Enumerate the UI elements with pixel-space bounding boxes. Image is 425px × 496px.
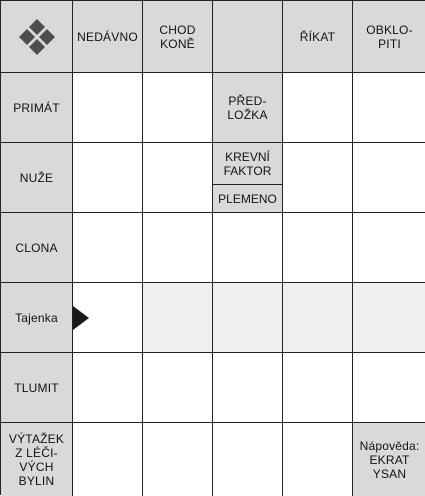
row-clue-tlumit: TLUMIT — [1, 353, 73, 423]
answer-cell-r2-c1[interactable] — [73, 143, 143, 213]
tajenka-cell-2[interactable] — [143, 283, 213, 353]
column-clue-chod-kone: CHOD KONĚ — [143, 1, 213, 73]
column-clue-nedavno: NEDÁVNO — [73, 1, 143, 73]
inner-clue-predlozka: PŘED- LOŽKA — [213, 73, 283, 143]
answer-cell-r6-c2[interactable] — [143, 423, 213, 496]
row-clue-vytazek: VÝTAŽEK Z LÉČI- VÝCH BYLIN — [1, 423, 73, 496]
answer-cell-r5-c4[interactable] — [283, 353, 353, 423]
answer-cell-r3-c2[interactable] — [143, 213, 213, 283]
answer-cell-r5-c5[interactable] — [353, 353, 425, 423]
answer-cell-r2-c2[interactable] — [143, 143, 213, 213]
answer-cell-r1-c5[interactable] — [353, 73, 425, 143]
row-clue-tajenka — [1, 283, 73, 353]
answer-cell-r6-c4[interactable] — [283, 423, 353, 496]
answer-cell-r3-c5[interactable] — [353, 213, 425, 283]
tajenka-label: Tajenka — [15, 310, 58, 325]
answer-cell-r5-c2[interactable] — [143, 353, 213, 423]
answer-cell-r1-c2[interactable] — [143, 73, 213, 143]
column-clue-empty — [213, 1, 283, 73]
answer-cell-r3-c1[interactable] — [73, 213, 143, 283]
column-clue-rikat: ŘÍKAT — [283, 1, 353, 73]
hint-napoveda: Nápověda: EKRAT YSAN — [353, 423, 425, 496]
answer-cell-r6-c1[interactable] — [73, 423, 143, 496]
logo-cell — [1, 1, 73, 73]
answer-cell-r6-c3[interactable] — [213, 423, 283, 496]
row-clue-nuze: NUŽE — [1, 143, 73, 213]
inner-clue-krevni-faktor: KREVNÍ FAKTOR — [213, 143, 282, 185]
answer-cell-r3-c3[interactable] — [213, 213, 283, 283]
split-clue-cell — [213, 143, 283, 213]
column-clue-obklopiti: OBKLO- PITI — [353, 1, 425, 73]
answer-cell-r1-c4[interactable] — [283, 73, 353, 143]
row-clue-primat: PRIMÁT — [1, 73, 73, 143]
answer-cell-r5-c3[interactable] — [213, 353, 283, 423]
tajenka-cell-3[interactable] — [213, 283, 283, 353]
tajenka-cell-4[interactable] — [283, 283, 353, 353]
answer-cell-r5-c1[interactable] — [73, 353, 143, 423]
answer-cell-r2-c5[interactable] — [353, 143, 425, 213]
answer-cell-r1-c1[interactable] — [73, 73, 143, 143]
answer-cell-r2-c4[interactable] — [283, 143, 353, 213]
row-clue-clona: CLONA — [1, 213, 73, 283]
answer-cell-r3-c4[interactable] — [283, 213, 353, 283]
triangle-right-icon — [73, 306, 89, 330]
diamond-cluster-icon — [17, 17, 57, 57]
inner-clue-plemeno: PLEMENO — [213, 185, 282, 212]
tajenka-cell-5[interactable] — [353, 283, 425, 353]
